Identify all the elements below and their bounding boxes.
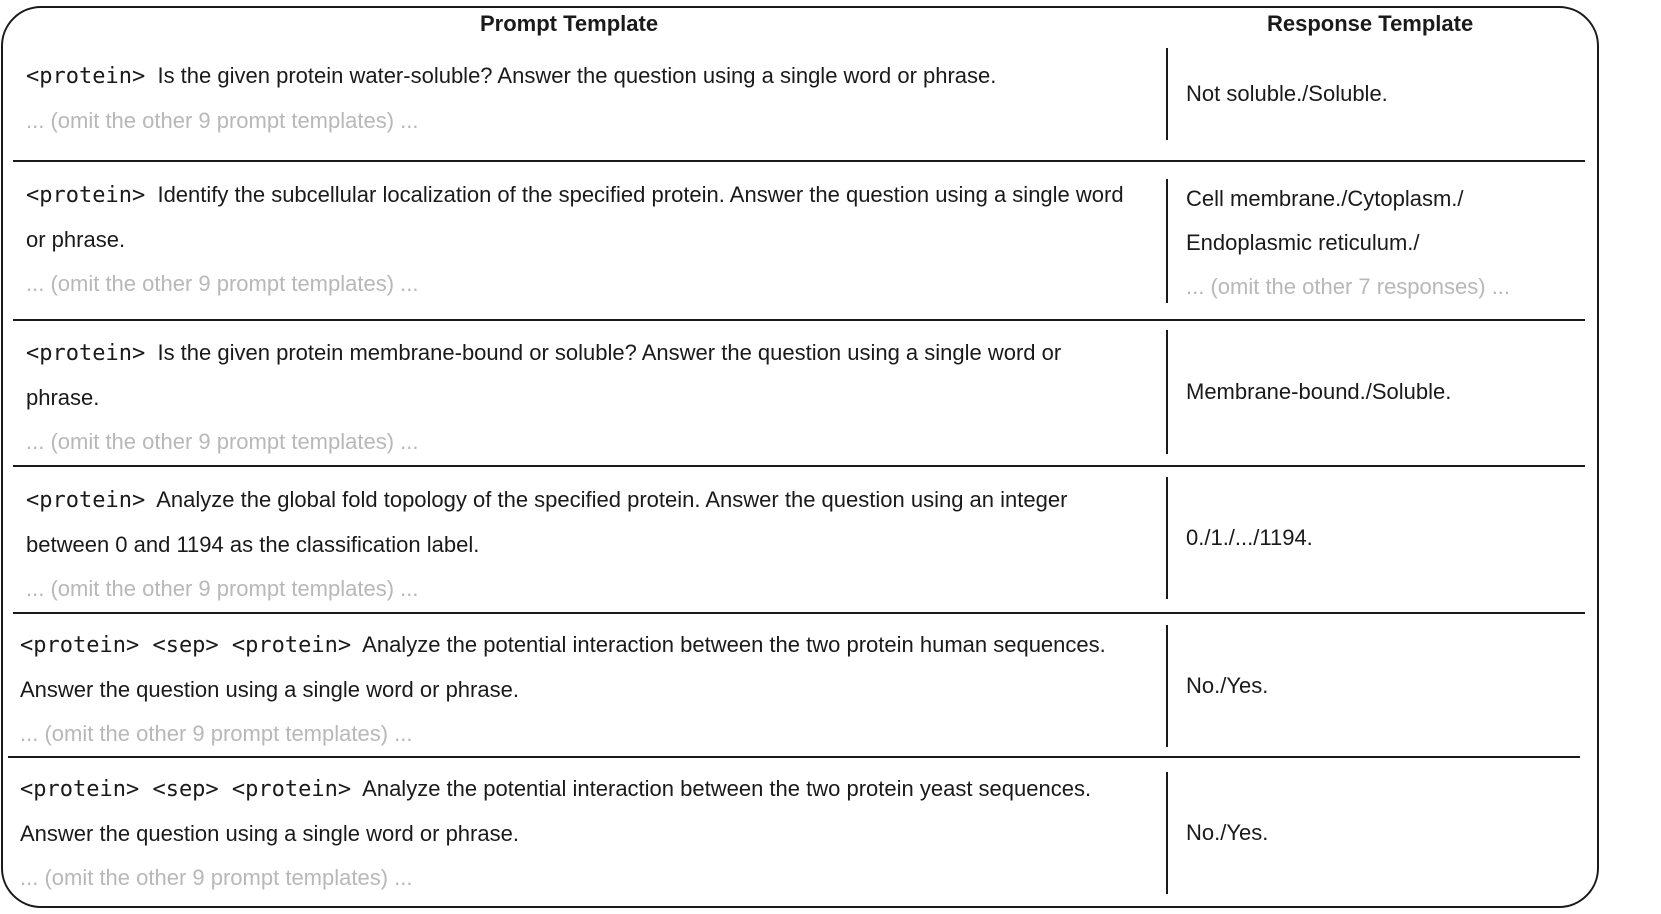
response-cell-3: [1186, 330, 1586, 454]
prompt-tokens: <protein>: [26, 183, 146, 208]
column-divider: [1166, 48, 1168, 140]
row-divider: [13, 160, 1585, 162]
column-divider: [1166, 772, 1168, 894]
row-divider: [13, 319, 1585, 321]
prompt-cell-2: [26, 173, 1136, 306]
response-cell-6: [1186, 772, 1586, 894]
prompt-text: Analyze the global fold topology of the specified protein. Answer the question using an integer between 0 and 1194 as the classification label.: [26, 487, 1068, 557]
response-cell-2: [1186, 178, 1586, 308]
column-divider: [1166, 330, 1168, 454]
response-cell-5: [1186, 625, 1586, 747]
response-text: No./Yes.: [1186, 673, 1269, 698]
response-cell-4: [1186, 477, 1586, 599]
row-divider: [13, 465, 1585, 467]
prompt-text: Analyze the potential interaction between the two protein human sequences. Answer the question using a single word or phrase.: [20, 632, 1106, 702]
response-text: Not soluble./Soluble.: [1186, 81, 1388, 106]
prompt-tokens: <protein> <sep> <protein>: [20, 777, 352, 802]
prompt-template-header: Prompt Template: [480, 11, 659, 36]
prompt-omit-note: ... (omit the other 9 prompt templates) ...: [26, 108, 419, 133]
prompt-tokens: <protein> <sep> <protein>: [20, 633, 352, 658]
prompt-omit-note: ... (omit the other 9 prompt templates) ...: [26, 576, 419, 601]
prompt-text: Is the given protein water-soluble? Answer the question using a single word or phrase.: [157, 63, 997, 88]
prompt-text: Identify the subcellular localization of the specified protein. Answer the question using a single word or phrase.: [26, 182, 1124, 252]
row-divider: [13, 612, 1585, 614]
prompt-text: Is the given protein membrane-bound or soluble? Answer the question using a single word or phrase.: [26, 340, 1062, 410]
prompt-tokens: <protein>: [26, 341, 146, 366]
prompt-tokens: <protein>: [26, 64, 146, 89]
response-cell-1: [1186, 48, 1586, 140]
prompt-cell-5: [20, 623, 1130, 756]
response-template-header: Response Template: [1267, 11, 1474, 36]
prompt-omit-note: ... (omit the other 9 prompt templates) ...: [26, 429, 419, 454]
row-divider: [8, 756, 1580, 758]
prompt-omit-note: ... (omit the other 9 prompt templates) ...: [20, 865, 413, 890]
prompt-cell-4: [26, 478, 1136, 611]
prompt-cell-6: [20, 767, 1130, 900]
prompt-cell-1: [26, 54, 1136, 143]
prompt-tokens: <protein>: [26, 488, 146, 513]
column-divider: [1166, 477, 1168, 599]
response-omit-note: ... (omit the other 7 responses) ...: [1186, 274, 1511, 299]
prompt-omit-note: ... (omit the other 9 prompt templates) ...: [20, 721, 413, 746]
response-text: No./Yes.: [1186, 820, 1269, 845]
prompt-cell-3: [26, 331, 1136, 464]
prompt-omit-note: ... (omit the other 9 prompt templates) ...: [26, 271, 419, 296]
response-text: Cell membrane./Cytoplasm./: [1186, 186, 1464, 211]
response-text: 0./1./.../1194.: [1186, 525, 1313, 550]
column-divider: [1166, 625, 1168, 747]
column-divider: [1166, 179, 1168, 303]
prompt-text: Analyze the potential interaction between the two protein yeast sequences. Answer the question using a single word or phrase.: [20, 776, 1092, 846]
response-text: Endoplasmic reticulum./: [1186, 230, 1420, 255]
response-text: Membrane-bound./Soluble.: [1186, 379, 1452, 404]
